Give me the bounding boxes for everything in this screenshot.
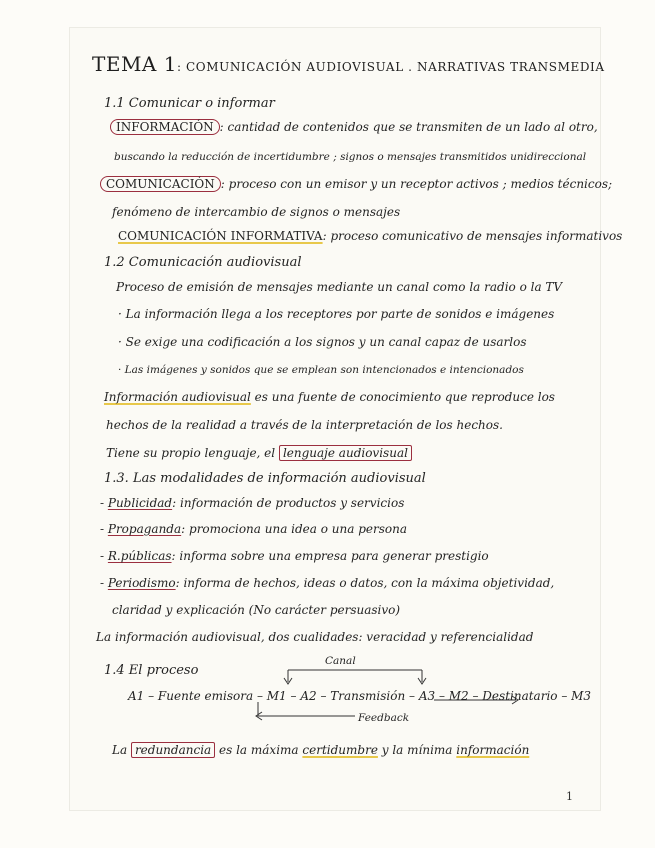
section-1-1-heading: 1.1 Comunicar o informar <box>104 96 275 111</box>
lenguaje-audiovisual-term: lenguaje audiovisual <box>279 445 412 461</box>
s12-bullet-3: · Las imágenes y sonidos que se emplean son intencionados e intencionados <box>118 364 524 376</box>
informacion-audiovisual-line-2: hechos de la realidad a través de la interpretación de los hechos. <box>106 418 503 432</box>
comunicacion-def-1: : proceso con un emisor y un receptor activos ; medios técnicos; <box>220 177 613 191</box>
informacion-audiovisual-line-1: Información audiovisual es una fuente de conocimiento que reproduce los <box>104 390 555 404</box>
informacion-def-1: : cantidad de contenidos que se transmiten de un lado al otro, <box>219 120 598 134</box>
s12-line-1: Proceso de emisión de mensajes mediante un canal como la radio o la TV <box>116 280 563 294</box>
modalidad-publicidad: - Publicidad: información de productos y servicios <box>100 496 405 510</box>
process-chain: A1 – Fuente emisora – M1 – A2 – Transmisión – A3 – M2 – Destinatario – M3 <box>128 689 592 703</box>
comunicacion-informativa-def: : proceso comunicativo de mensajes informativos <box>322 229 623 243</box>
comunicacion-informativa-term: COMUNICACIÓN INFORMATIVA <box>118 229 323 243</box>
modalidad-rpublicas: - R.públicas: informa sobre una empresa para generar prestigio <box>100 549 489 563</box>
title-main: TEMA 1 <box>92 52 177 76</box>
page-number: 1 <box>566 790 573 803</box>
redundancia-line: La redundancia es la máxima certidumbre y la mínima información <box>112 743 530 757</box>
redundancia-term: redundancia <box>131 742 215 758</box>
modalidad-periodismo-2: claridad y explicación (No carácter persuasivo) <box>112 603 401 617</box>
title-subtitle: : COMUNICACIÓN AUDIOVISUAL . NARRATIVAS TRANSMEDIA <box>176 60 605 74</box>
section-1-2-heading: 1.2 Comunicación audiovisual <box>104 255 302 270</box>
section-1-3-heading: 1.3. Las modalidades de información audiovisual <box>104 471 426 486</box>
comunicacion-def-2: fenómeno de intercambio de signos o mensajes <box>112 205 401 219</box>
section-1-4-heading: 1.4 El proceso <box>104 663 199 678</box>
canal-label: Canal <box>325 655 356 667</box>
lenguaje-line: Tiene su propio lenguaje, el lenguaje audiovisual <box>106 446 412 460</box>
informacion-term: INFORMACIÓN <box>110 119 220 135</box>
cualidades-line: La información audiovisual, dos cualidades: veracidad y referencialidad <box>96 630 534 644</box>
informacion-audiovisual-term: Información audiovisual <box>104 390 251 404</box>
s12-bullet-2: · Se exige una codificación a los signos y un canal capaz de usarlos <box>118 335 527 349</box>
modalidad-propaganda: - Propaganda: promociona una idea o una persona <box>100 522 408 536</box>
modalidad-periodismo: - Periodismo: informa de hechos, ideas o datos, con la máxima objetividad, <box>100 576 555 590</box>
informacion-def-2: buscando la reducción de incertidumbre ; signos o mensajes transmitidos unidireccional <box>114 151 587 163</box>
feedback-label: Feedback <box>358 712 410 724</box>
s12-bullet-1: · La información llega a los receptores por parte de sonidos e imágenes <box>118 307 555 321</box>
comunicacion-term: COMUNICACIÓN <box>100 176 221 192</box>
